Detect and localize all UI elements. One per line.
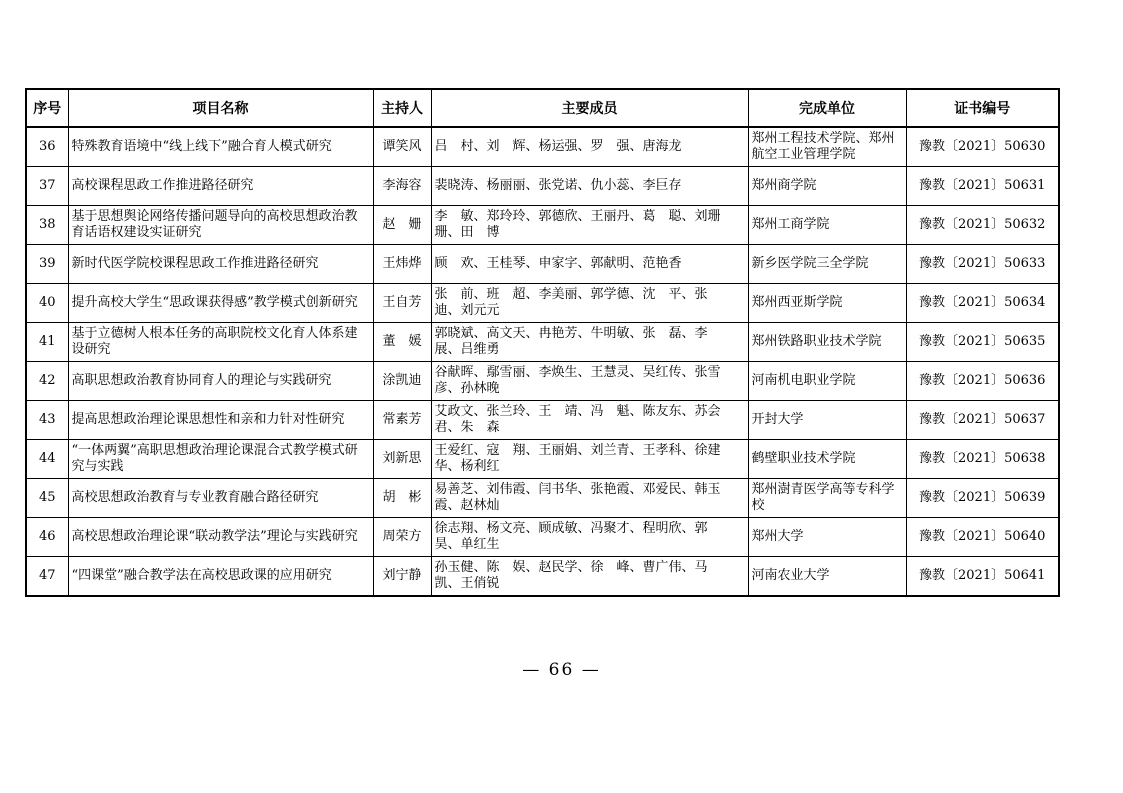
table-row	[26, 245, 1059, 284]
cell-cert: 豫教〔2021〕50634	[906, 284, 1059, 323]
cell-unit: 郑州铁路职业技术学院	[748, 323, 906, 362]
cell-project: 基于立德树人根本任务的高职院校文化育人体系建设研究	[68, 323, 373, 362]
cell-unit: 郑州商学院	[748, 167, 906, 206]
cell-leader: 周荣方	[373, 518, 431, 557]
table-row	[26, 557, 1059, 597]
awards-table	[25, 88, 1060, 597]
cell-leader: 王自芳	[373, 284, 431, 323]
header-cert: 证书编号	[906, 89, 1059, 127]
cell-unit: 新乡医学院三全学院	[748, 245, 906, 284]
table-row	[26, 167, 1059, 206]
cell-members: 艾政文、张兰玲、王 靖、冯 魁、陈友东、苏会君、朱 森	[431, 401, 748, 440]
cell-unit: 郑州澍青医学高等专科学校	[748, 479, 906, 518]
cell-no: 39	[26, 245, 68, 284]
cell-leader: 刘新思	[373, 440, 431, 479]
page-number: — 66 —	[522, 660, 601, 680]
cell-members: 易善芝、刘伟霞、闫书华、张艳霞、邓爱民、韩玉霞、赵林灿	[431, 479, 748, 518]
cell-members: 张 前、班 超、李美丽、郭学德、沈 平、张 迪、刘元元	[431, 284, 748, 323]
cell-no: 40	[26, 284, 68, 323]
cell-project: 高校思想政治教育与专业教育融合路径研究	[68, 479, 373, 518]
header-members: 主要成员	[431, 89, 748, 127]
cell-leader: 谭笑风	[373, 127, 431, 167]
cell-members: 王爱红、寇 翔、王丽娟、刘兰青、王孝科、徐建华、杨利红	[431, 440, 748, 479]
cell-unit: 郑州西亚斯学院	[748, 284, 906, 323]
table-header-row	[26, 89, 1059, 127]
cell-members: 徐志翔、杨文亮、顾成敏、冯聚才、程明欣、郭 昊、单红生	[431, 518, 748, 557]
cell-no: 46	[26, 518, 68, 557]
cell-project: 高校课程思政工作推进路径研究	[68, 167, 373, 206]
cell-no: 45	[26, 479, 68, 518]
cell-leader: 常素芳	[373, 401, 431, 440]
cell-cert: 豫教〔2021〕50640	[906, 518, 1059, 557]
cell-unit: 郑州工程技术学院、郑州航空工业管理学院	[748, 127, 906, 167]
table-row	[26, 127, 1059, 167]
header-unit: 完成单位	[748, 89, 906, 127]
cell-cert: 豫教〔2021〕50630	[906, 127, 1059, 167]
cell-leader: 李海容	[373, 167, 431, 206]
cell-cert: 豫教〔2021〕50632	[906, 206, 1059, 245]
cell-no: 36	[26, 127, 68, 167]
header-leader: 主持人	[373, 89, 431, 127]
cell-no: 47	[26, 557, 68, 597]
cell-no: 38	[26, 206, 68, 245]
cell-project: 特殊教育语境中“线上线下”融合育人模式研究	[68, 127, 373, 167]
cell-no: 37	[26, 167, 68, 206]
table-row	[26, 479, 1059, 518]
table-row	[26, 518, 1059, 557]
cell-project: 提高思想政治理论课思想性和亲和力针对性研究	[68, 401, 373, 440]
cell-project: 高职思想政治教育协同育人的理论与实践研究	[68, 362, 373, 401]
cell-project: “四课堂”融合教学法在高校思政课的应用研究	[68, 557, 373, 597]
cell-leader: 董 媛	[373, 323, 431, 362]
table-row	[26, 362, 1059, 401]
table-row	[26, 206, 1059, 245]
cell-members: 吕 村、刘 辉、杨运强、罗 强、唐海龙	[431, 127, 748, 167]
cell-leader: 涂凯迪	[373, 362, 431, 401]
cell-cert: 豫教〔2021〕50633	[906, 245, 1059, 284]
cell-leader: 胡 彬	[373, 479, 431, 518]
cell-members: 谷献晖、鄢雪丽、李焕生、王慧灵、吴红传、张雪彦、孙林晚	[431, 362, 748, 401]
header-project: 项目名称	[68, 89, 373, 127]
cell-members: 李 敏、郑玲玲、郭德欣、王丽丹、葛 聪、刘珊珊、田 博	[431, 206, 748, 245]
cell-project: “一体两翼”高职思想政治理论课混合式教学模式研究与实践	[68, 440, 373, 479]
cell-unit: 河南机电职业学院	[748, 362, 906, 401]
cell-project: 新时代医学院校课程思政工作推进路径研究	[68, 245, 373, 284]
cell-unit: 郑州大学	[748, 518, 906, 557]
cell-unit: 河南农业大学	[748, 557, 906, 597]
cell-unit: 鹤壁职业技术学院	[748, 440, 906, 479]
cell-project: 提升高校大学生“思政课获得感”教学模式创新研究	[68, 284, 373, 323]
cell-cert: 豫教〔2021〕50637	[906, 401, 1059, 440]
cell-leader: 刘宁静	[373, 557, 431, 597]
cell-cert: 豫教〔2021〕50635	[906, 323, 1059, 362]
cell-project: 基于思想舆论网络传播问题导向的高校思想政治教育话语权建设实证研究	[68, 206, 373, 245]
cell-cert: 豫教〔2021〕50639	[906, 479, 1059, 518]
cell-no: 44	[26, 440, 68, 479]
cell-members: 顾 欢、王桂琴、申家字、郭献明、范艳香	[431, 245, 748, 284]
cell-cert: 豫教〔2021〕50631	[906, 167, 1059, 206]
cell-leader: 王炜烨	[373, 245, 431, 284]
cell-members: 裴晓涛、杨丽丽、张党诺、仇小蕊、李巨存	[431, 167, 748, 206]
table-row	[26, 401, 1059, 440]
cell-leader: 赵 姗	[373, 206, 431, 245]
cell-cert: 豫教〔2021〕50638	[906, 440, 1059, 479]
header-no: 序号	[26, 89, 68, 127]
cell-no: 41	[26, 323, 68, 362]
table-row	[26, 440, 1059, 479]
table-row	[26, 323, 1059, 362]
cell-members: 孙玉健、陈 娱、赵民学、徐 峰、曹广伟、马 凯、王俏锐	[431, 557, 748, 597]
cell-no: 42	[26, 362, 68, 401]
cell-cert: 豫教〔2021〕50641	[906, 557, 1059, 597]
cell-cert: 豫教〔2021〕50636	[906, 362, 1059, 401]
cell-project: 高校思想政治理论课“联动教学法”理论与实践研究	[68, 518, 373, 557]
cell-unit: 开封大学	[748, 401, 906, 440]
table-row	[26, 284, 1059, 323]
cell-no: 43	[26, 401, 68, 440]
cell-unit: 郑州工商学院	[748, 206, 906, 245]
cell-members: 郭晓斌、高文天、冉艳芳、牛明敏、张 磊、李 展、吕维勇	[431, 323, 748, 362]
